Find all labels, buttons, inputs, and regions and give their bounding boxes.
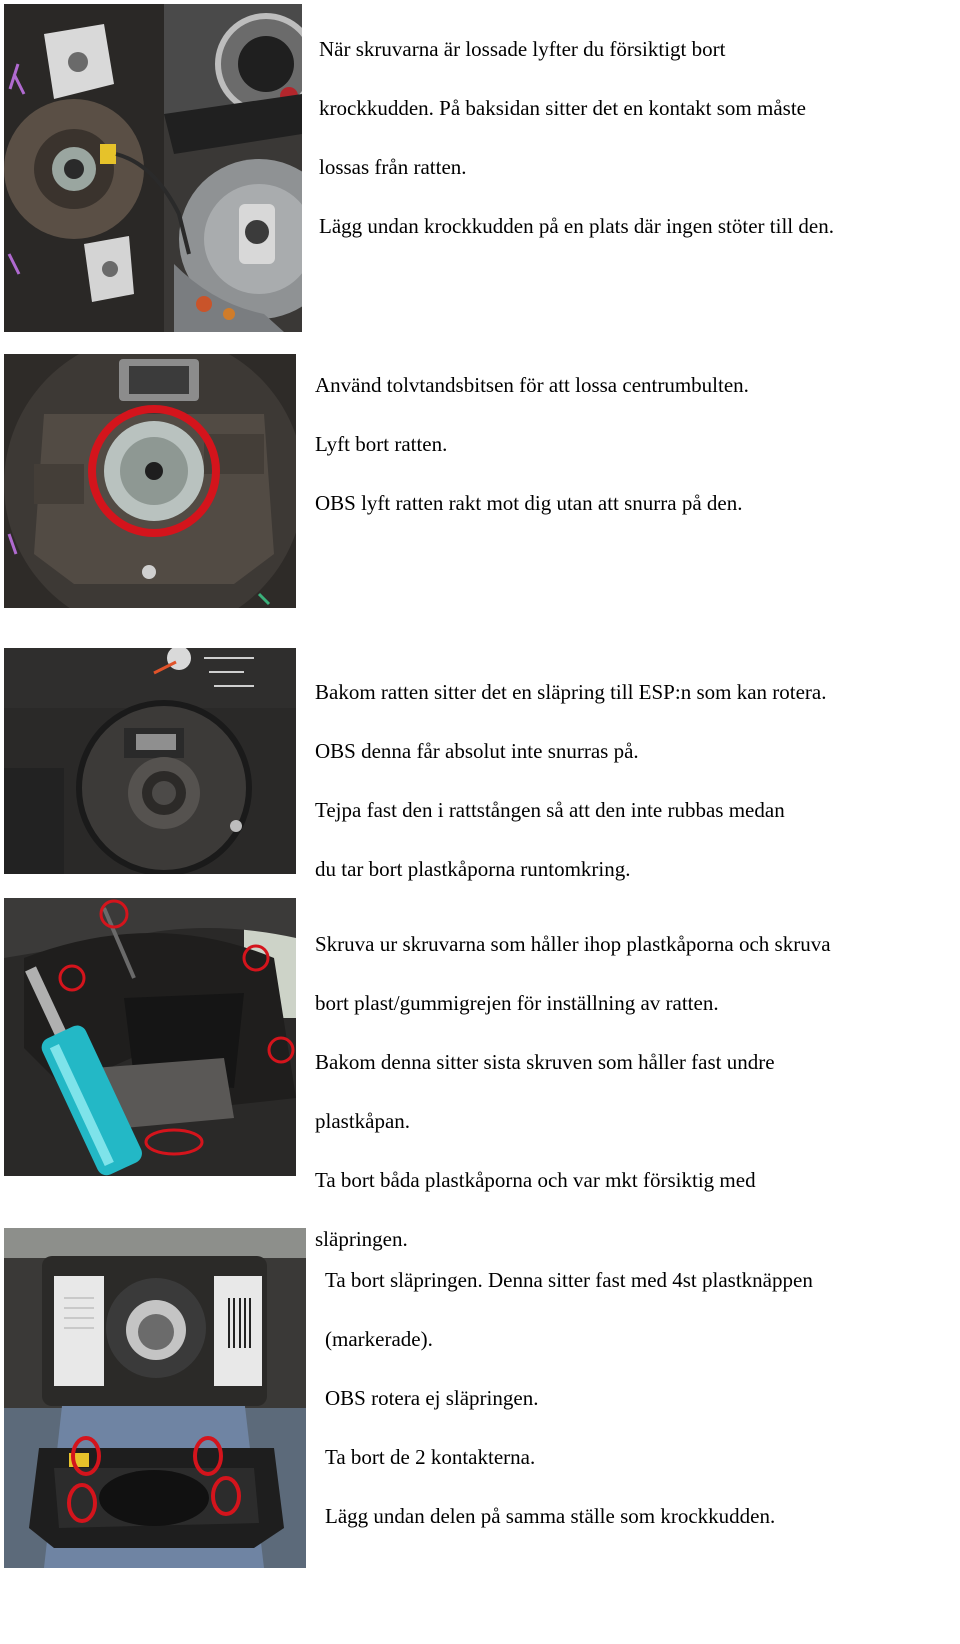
step-2-text	[315, 341, 749, 548]
step-2-line-1: Använd tolvtandsbitsen för att lossa centrumbulten.	[315, 372, 749, 397]
step-3-line-1: Bakom ratten sitter det en släpring till ESP:n som kan rotera.	[315, 679, 827, 704]
step-5-photo	[4, 1228, 306, 1568]
step-4-line-4: plastkåpan.	[315, 1108, 411, 1133]
step-3-text	[315, 648, 827, 914]
step-5-line-2: (markerade).	[325, 1326, 433, 1351]
step-4-line-5: Ta bort båda plastkåporna och var mkt försiktig med	[315, 1167, 756, 1192]
step-4-line-2: bort plast/gummigrejen för inställning av ratten.	[315, 990, 719, 1015]
step-1-photo	[4, 4, 302, 332]
step-4-text	[315, 900, 831, 1284]
photo-screws-cover-icon	[4, 898, 296, 1176]
step-5-line-1: Ta bort släpringen. Denna sitter fast med 4st plastknäppen	[325, 1267, 813, 1292]
step-1-text	[319, 5, 834, 271]
step-2-photo	[4, 354, 296, 608]
step-3-line-4: du tar bort plastkåporna runtomkring.	[315, 856, 631, 881]
step-2-line-2: Lyft bort ratten.	[315, 431, 448, 456]
photo-airbag-removed-icon	[4, 4, 302, 332]
step-4-line-3: Bakom denna sitter sista skruven som håller fast undre	[315, 1049, 775, 1074]
step-5-line-4: Ta bort de 2 kontakterna.	[325, 1444, 536, 1469]
step-1-line-3: lossas från ratten.	[319, 154, 467, 179]
step-1-line-1: När skruvarna är lossade lyfter du försiktigt bort	[319, 36, 726, 61]
step-1-line-2: krockkudden. På baksidan sitter det en kontakt som måste	[319, 95, 806, 120]
photo-centre-bolt-icon	[4, 354, 296, 608]
photo-slip-ring-clips-icon	[4, 1228, 306, 1568]
step-5-line-5: Lägg undan delen på samma ställe som krockkudden.	[325, 1503, 776, 1528]
step-4-line-1: Skruva ur skruvarna som håller ihop plastkåporna och skruva	[315, 931, 831, 956]
step-5-text	[325, 1236, 813, 1561]
step-3-line-3: Tejpa fast den i rattstången så att den inte rubbas medan	[315, 797, 785, 822]
step-4-line-6: släpringen.	[315, 1226, 408, 1251]
step-2-line-3: OBS lyft ratten rakt mot dig utan att snurra på den.	[315, 490, 743, 515]
step-4-photo	[4, 898, 296, 1176]
step-5-line-3: OBS rotera ej släpringen.	[325, 1385, 539, 1410]
step-1-line-4: Lägg undan krockkudden på en plats där ingen stöter till den.	[319, 213, 834, 238]
photo-slip-ring-icon	[4, 648, 296, 874]
step-3-photo	[4, 648, 296, 874]
step-3-line-2: OBS denna får absolut inte snurras på.	[315, 738, 639, 763]
